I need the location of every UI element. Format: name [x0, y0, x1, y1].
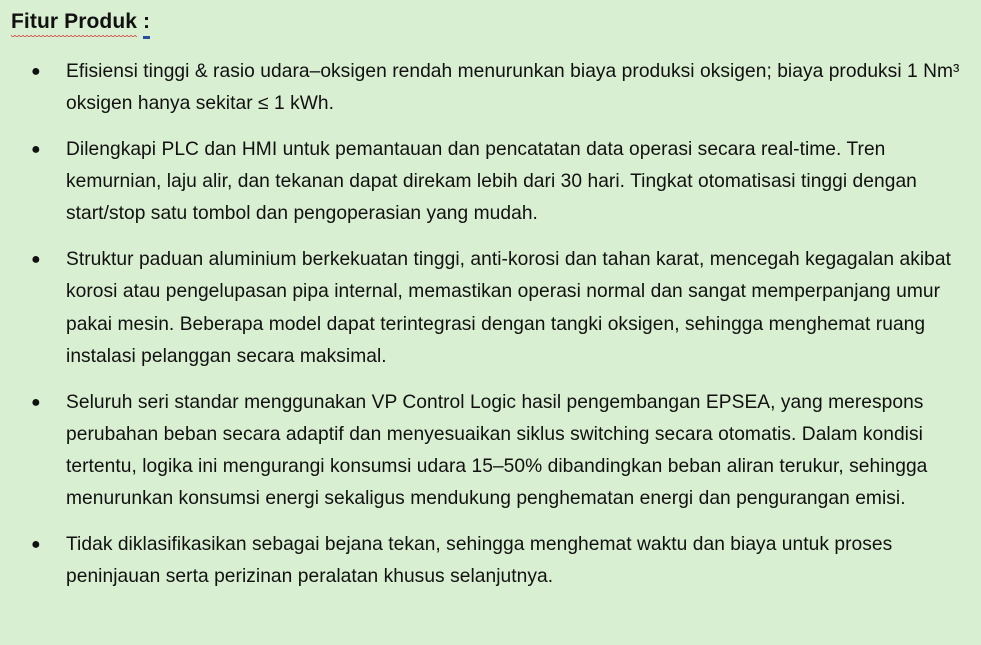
- feature-text[interactable]: Efisiensi tinggi & rasio udara–oksigen rendah menurunkan biaya produksi oksigen; biaya produksi 1 Nm³ oksigen hanya sekitar ≤ 1 kWh.: [66, 61, 960, 115]
- list-item: [11, 244, 971, 373]
- bullet-icon: ●: [31, 251, 41, 269]
- bullet-icon: ●: [31, 141, 41, 158]
- list-item: [11, 56, 971, 120]
- feature-text[interactable]: Struktur paduan aluminium berkekuatan tinggi, anti-korosi dan tahan karat, mencegah kegagalan akibat korosi atau pengelupasan pipa internal, memastikan operasi normal dan sangat memperpanjang umur pakai mesin. Beberapa model dapat terintegrasi dengan tangki oksigen, sehingga menghemat ruang instalasi pelanggan secara maksimal.: [66, 249, 951, 367]
- bullet-icon: ●: [31, 536, 41, 554]
- title-colon: :: [143, 6, 150, 38]
- list-item: [11, 529, 971, 593]
- page-title: [11, 6, 971, 40]
- feature-text[interactable]: Dilengkapi PLC dan HMI untuk pemantauan dan pencatatan data operasi secara real-time. Tren kemurnian, laju alir, dan tekanan dapat direkam lebih dari 30 hari. Tingkat otomatisasi tinggi dengan start/stop satu tombol dan pengoperasian yang mudah.: [66, 139, 917, 225]
- feature-text[interactable]: Tidak diklasifikasikan sebagai bejana tekan, sehingga menghemat waktu dan biaya untuk proses peninjauan serta perizinan peralatan khusus selanjutnya.: [66, 534, 893, 588]
- feature-text[interactable]: Seluruh seri standar menggunakan VP Control Logic hasil pengembangan EPSEA, yang merespons perubahan beban secara adaptif dan menyesuaikan siklus switching secara otomatis. Dalam kondisi tertentu, logika ini mengurangi konsumsi udara 15–50% dibandingkan beban aliran terukur, sehingga menurunkan konsumsi energi sekaligus mendukung penghematan energi dan pengurangan emisi.: [66, 391, 928, 510]
- bullet-icon: ●: [31, 393, 41, 411]
- title-text[interactable]: Fitur Produk: [11, 6, 137, 38]
- feature-list: [11, 56, 971, 593]
- list-item: [11, 134, 971, 231]
- bullet-icon: ●: [31, 63, 41, 80]
- list-item: [11, 387, 971, 516]
